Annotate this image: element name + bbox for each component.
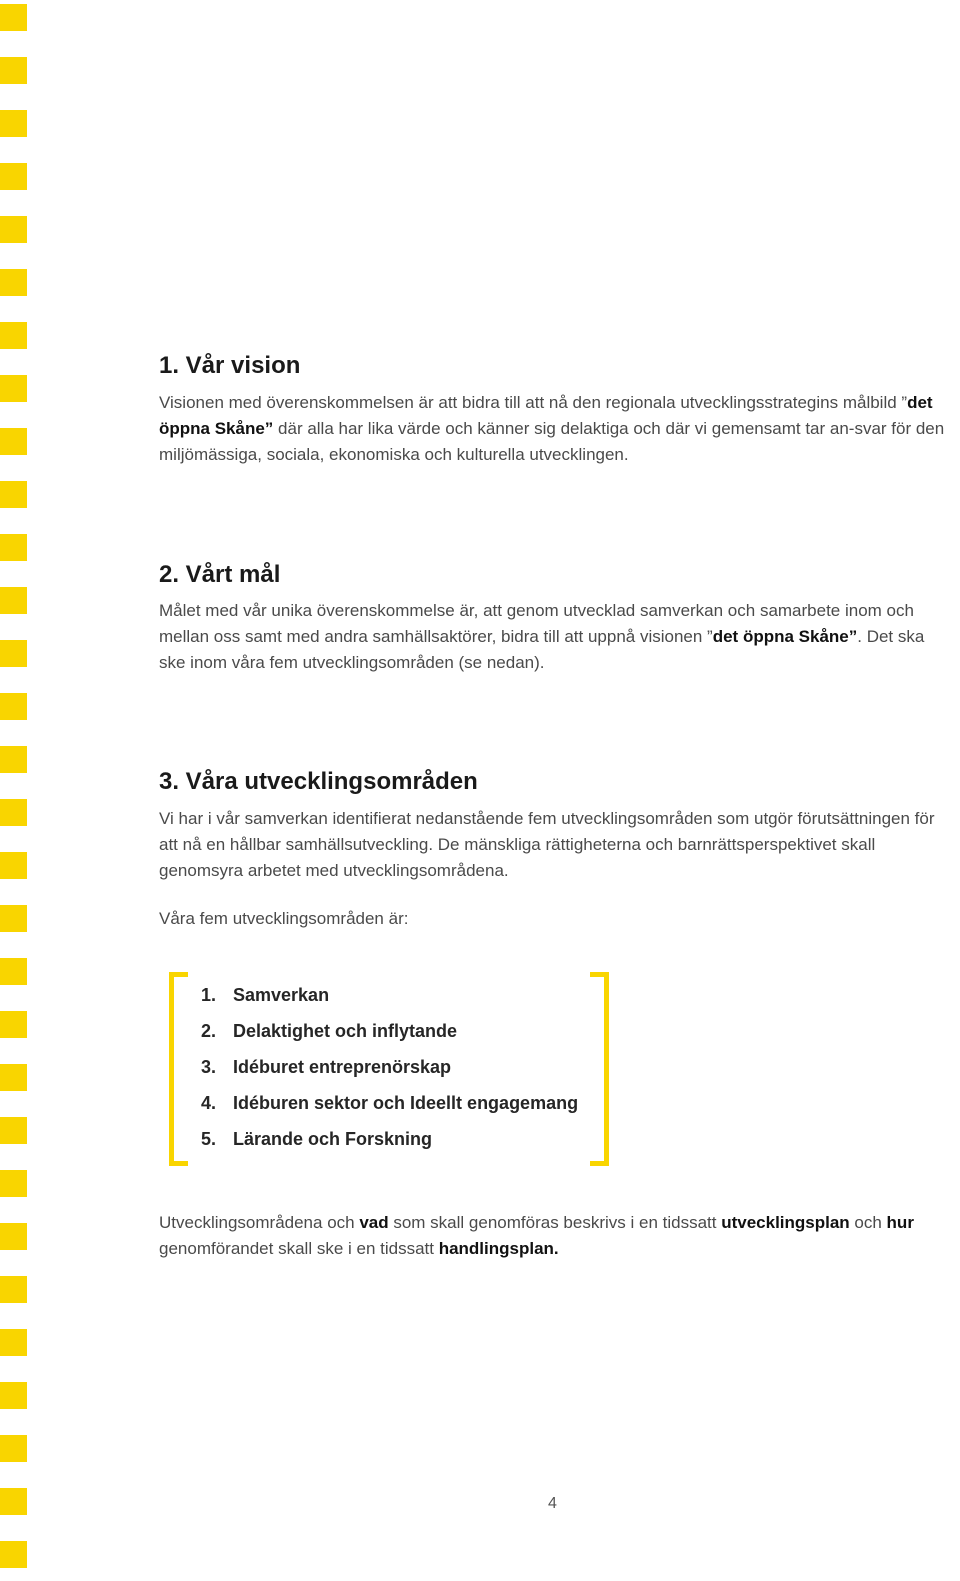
- stripe-square: [0, 216, 27, 243]
- stripe-square: [0, 799, 27, 826]
- stripe-square: [0, 852, 27, 879]
- bold-phrase: det öppna Skåne”: [159, 393, 933, 438]
- stripe-square: [0, 693, 27, 720]
- stripe-square: [0, 958, 27, 985]
- stripe-square: [0, 1170, 27, 1197]
- bold-phrase: det öppna Skåne”: [712, 627, 858, 646]
- left-bracket: [169, 972, 188, 1166]
- decorative-yellow-stripe: [0, 0, 27, 1581]
- stripe-square: [0, 1382, 27, 1409]
- development-areas-list: [201, 982, 578, 1162]
- stripe-square: [0, 1223, 27, 1250]
- stripe-square: [0, 4, 27, 31]
- goal-paragraph: Målet med vår unika överenskommelse är, att genom utvecklad samverkan och samarbete inom och mellan oss samt med andra samhällsaktörer, bidra till att uppnå visionen ”det öppna Skåne”. Det ska ske inom våra fem utvecklingsområden (se nedan).: [159, 601, 925, 672]
- stripe-square: [0, 481, 27, 508]
- closing-paragraph: Utvecklingsområdena och vad som skall genomföras beskrivs i en tidssatt utvecklingsplan och hur genomförandet skall ske i en tidssatt handlingsplan.: [159, 1213, 914, 1258]
- stripe-square: [0, 1329, 27, 1356]
- stripe-square: [0, 534, 27, 561]
- stripe-square: [0, 1435, 27, 1462]
- right-bracket: [590, 972, 609, 1166]
- stripe-square: [0, 375, 27, 402]
- stripe-square: [0, 1064, 27, 1091]
- stripe-square: [0, 428, 27, 455]
- stripe-square: [0, 905, 27, 932]
- list-item: 1. Samverkan: [201, 985, 330, 1005]
- stripe-square: [0, 1488, 27, 1515]
- stripe-square: [0, 322, 27, 349]
- section-heading-development-areas: 3. Våra utvecklingsområden: [159, 768, 478, 795]
- list-intro: Våra fem utvecklingsområden är:: [159, 909, 409, 928]
- development-areas-paragraph: Vi har i vår samverkan identifierat nedanstående fem utvecklingsområden som utgör förutsättningen för att nå en hållbar samhällsutveckling. De mänskliga rättigheterna och barnrättsperspektivet skall genomsyra arbetet med utvecklingsområdena.: [159, 809, 935, 880]
- stripe-square: [0, 746, 27, 773]
- stripe-square: [0, 1117, 27, 1144]
- stripe-square: [0, 587, 27, 614]
- stripe-square: [0, 110, 27, 137]
- stripe-square: [0, 640, 27, 667]
- list-item: 3. Idéburet entreprenörskap: [201, 1057, 452, 1077]
- stripe-square: [0, 1541, 27, 1568]
- stripe-square: [0, 1011, 27, 1038]
- list-item: 2. Delaktighet och inflytande: [201, 1021, 458, 1041]
- page-number: 4: [548, 1495, 557, 1512]
- stripe-square: [0, 1276, 27, 1303]
- list-item: 5. Lärande och Forskning: [201, 1129, 433, 1149]
- list-item: 4. Idéburen sektor och Ideellt engagemang: [201, 1093, 579, 1113]
- section-heading-goal: 2. Vårt mål: [159, 561, 281, 588]
- stripe-square: [0, 163, 27, 190]
- section-heading-vision: 1. Vår vision: [159, 352, 301, 379]
- stripe-square: [0, 57, 27, 84]
- stripe-square: [0, 269, 27, 296]
- vision-paragraph: Visionen med överenskommelsen är att bidra till att nå den regionala utvecklingsstrategins målbild ”det öppna Skåne” där alla har lika värde och känner sig delaktiga och där vi gemensamt tar an-svar för den miljömässiga, sociala, ekonomiska och kulturella utvecklingen.: [159, 393, 945, 464]
